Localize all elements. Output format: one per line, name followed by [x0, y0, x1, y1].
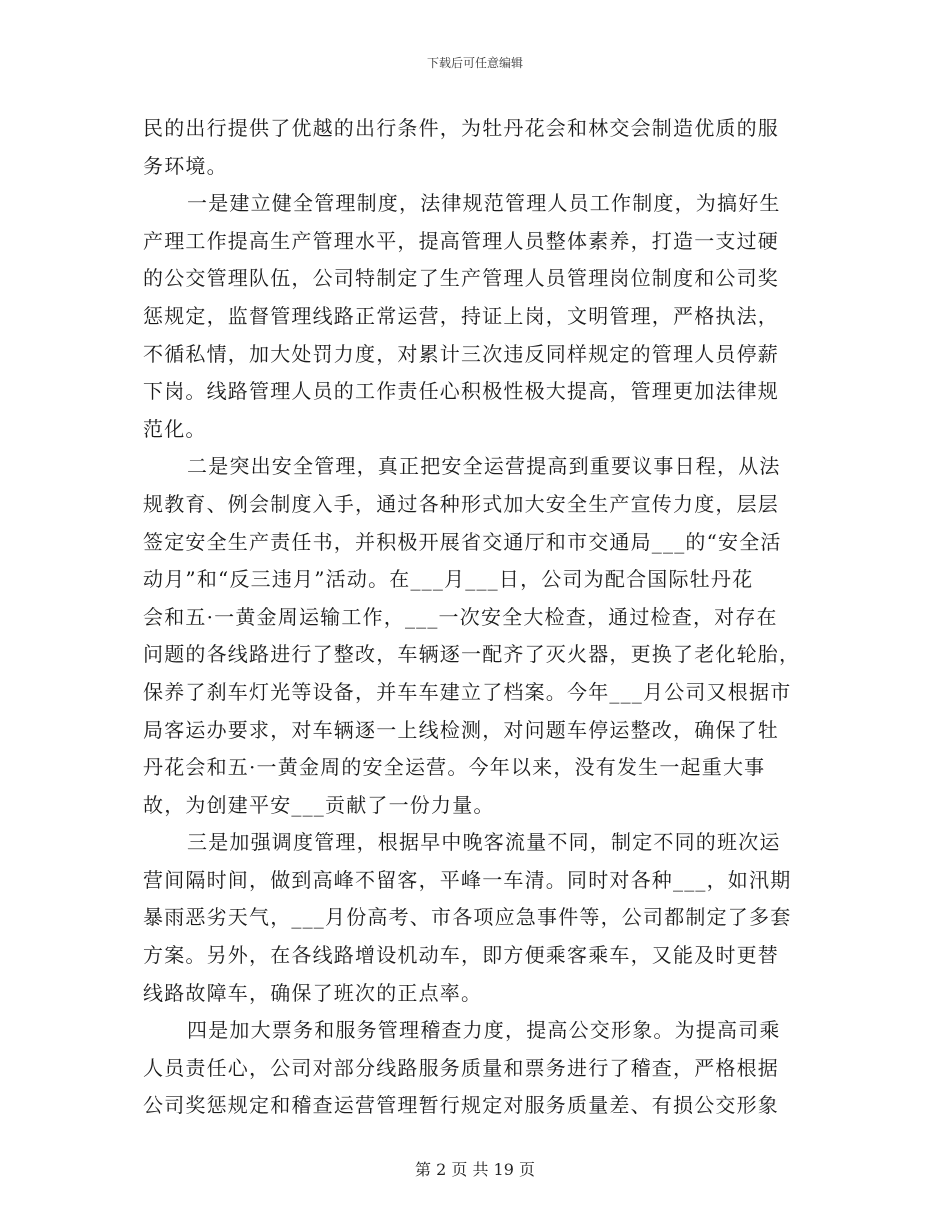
paragraph-safety-management [143, 448, 807, 824]
text-line: 三是加强调度管理，根据早中晚客流量不同，制定不同的班次运 [187, 830, 781, 855]
text-line: 线路故障车，确保了班次的正点率。 [143, 980, 483, 1005]
text-line: 保养了刹车灯光等设备，并车车建立了档案。今年___月公司又根据市 [143, 679, 792, 704]
page-footer: 第 2 页 共 19 页 [415, 1160, 535, 1179]
text-line: 营间隔时间，做到高峰不留客，平峰一车清。同时对各种___，如汛期 [143, 867, 792, 892]
text-line: 签定安全生产责任书，并积极开展省交通厅和市交通局___的“安全活 [143, 529, 782, 554]
text-line: 问题的各线路进行了整改，车辆逐一配齐了灭火器，更换了老化轮胎， [143, 642, 801, 667]
text-line: 丹花会和五·一黄金周的安全运营。今年以来，没有发生一起重大事 [143, 755, 766, 780]
text-line: 方案。另外，在各线路增设机动车，即方便乘客乘车，又能及时更替 [143, 943, 779, 968]
paragraph-ticket-inspection [143, 1012, 807, 1125]
text-line: 二是突出安全管理，真正把安全运营提高到重要议事日程，从法 [187, 454, 781, 479]
text-line: 人员责任心，公司对部分线路服务质量和票务进行了稽查，严格根据 [143, 1055, 779, 1080]
text-line: 民的出行提供了优越的出行条件，为牡丹花会和林交会制造优质的服 [143, 116, 779, 140]
paragraph-management-system [143, 185, 807, 448]
text-line: 范化。 [143, 416, 207, 441]
paragraph-continuation [143, 110, 807, 185]
text-line: 惩规定，监督管理线路正常运营，持证上岗，文明管理，严格执法， [143, 303, 779, 328]
text-line: 下岗。线路管理人员的工作责任心积极性极大提高，管理更加法律规 [143, 379, 779, 404]
text-line: 动月”和“反三违月”活动。在___月___日，公司为配合国际牡丹花 [143, 567, 754, 592]
text-line: 局客运办要求，对车辆逐一上线检测，对问题车停运整改，确保了牡 [143, 717, 779, 742]
text-line: 不循私情，加大处罚力度，对累计三次违反同样规定的管理人员停薪 [143, 341, 779, 366]
text-line: 四是加大票务和服务管理稽查力度，提高公交形象。为提高司乘 [187, 1018, 781, 1043]
page-header: 下载后可任意编辑 [426, 56, 523, 70]
text-line: 暴雨恶劣天气，___月份高考、市各项应急事件等，公司都制定了多套 [143, 905, 792, 930]
paragraph-dispatch-management [143, 824, 807, 1012]
document-body [143, 110, 807, 1125]
text-line: 产理工作提高生产管理水平，提高管理人员整体素养，打造一支过硬 [143, 228, 779, 253]
text-line: 会和五·一黄金周运输工作，___一次安全大检查，通过检查，对存在 [143, 604, 778, 629]
text-line: 规教育、例会制度入手，通过各种形式加大安全生产宣传力度，层层 [143, 491, 779, 516]
text-line: 务环境。 [143, 153, 228, 178]
text-line: 的公交管理队伍，公司特制定了生产管理人员管理岗位制度和公司奖 [143, 266, 779, 291]
text-line: 一是建立健全管理制度，法律规范管理人员工作制度，为搞好生 [187, 191, 781, 216]
text-line: 故，为创建平安___贡献了一份力量。 [143, 792, 495, 817]
text-line: 公司奖惩规定和稽查运营管理暂行规定对服务质量差、有损公交形象 [143, 1093, 779, 1118]
